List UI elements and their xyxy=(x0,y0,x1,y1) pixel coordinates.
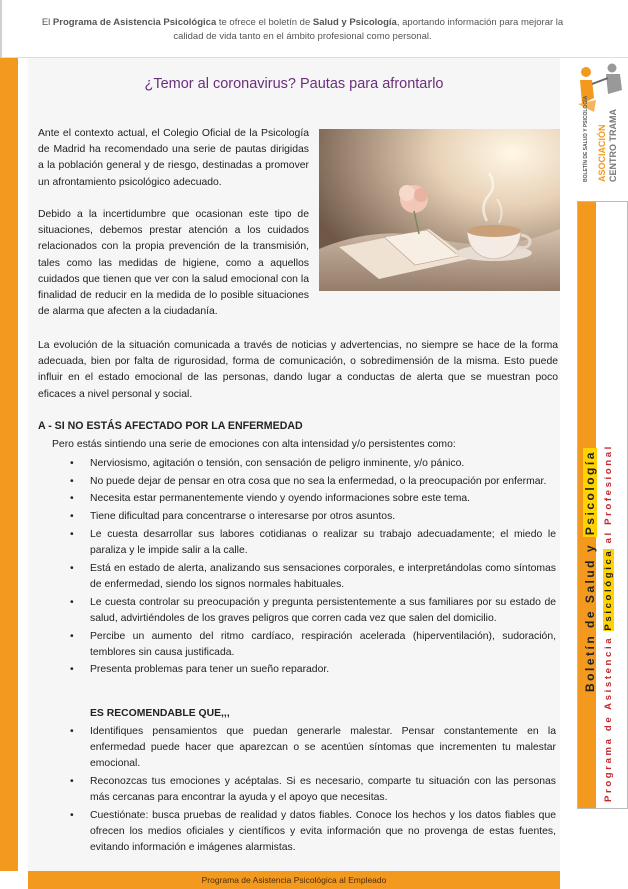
banner-edge xyxy=(0,0,2,58)
association-logo xyxy=(572,60,628,185)
list-item: • Presenta problemas para tener un sueño reparador. xyxy=(70,662,556,678)
logo-brand-top: ASOCIACIÓN xyxy=(597,124,607,182)
list-item: • Necesita estar permanentemente viendo y oyendo informaciones sobre este tema. xyxy=(70,491,556,507)
article-title: ¿Temor al coronavirus? Pautas para afrontarlo xyxy=(144,76,444,92)
side-bulletin-panel xyxy=(577,201,628,809)
bullet-icon: • xyxy=(70,664,74,676)
list-item: • Está en estado de alerta, analizando sus sensaciones corporales, e interpretándolas como síntomas de enfermedad, siendo los signos normales habituales. xyxy=(70,562,556,590)
bulletin-vertical-title: Boletín de Salud y Psicología xyxy=(583,450,597,692)
bullet-icon: • xyxy=(70,511,74,523)
list-item: • Tiene dificultad para concentrarse o interesarse por otros asuntos. xyxy=(70,509,556,525)
left-accent-bar xyxy=(0,58,18,871)
top-banner xyxy=(0,0,628,58)
list-item: • No puede dejar de pensar en otra cosa que no sea la enfermedad, o la preocupación por enfermar. xyxy=(70,474,556,490)
paragraph-intro: Ante el contexto actual, el Colegio Oficial de la Psicología de Madrid ha recomendado una serie de pautas dirigidas a la población general y de riesgo, destinadas a promover un afrontamiento psicológico adecuado. xyxy=(38,128,309,188)
list-item: • Le cuesta controlar su preocupación y pregunta persistentemente a sus familiares por su estado de salud, advirtiéndoles de los graves peligros que corren cada vez que salen del domicilio. xyxy=(70,596,556,624)
bullet-icon: • xyxy=(70,458,74,469)
recommendations-heading: ES RECOMENDABLE QUE,,, xyxy=(90,708,230,719)
footer-text: Programa de Asistencia Psicológica al Empleado xyxy=(201,875,387,885)
logo-side-text: BOLETÍN DE SALUD Y PSICOLOGÍA xyxy=(583,95,589,182)
bullet-icon: • xyxy=(70,776,74,788)
banner-text: El Programa de Asistencia Psicológica te ofrece el boletín de Salud y Psicología, aportando información para mejorar la calidad de vida tanto en el ámbito profesional como personal. xyxy=(41,17,564,42)
bullet-icon: • xyxy=(70,630,74,642)
tea-cup-illustration xyxy=(319,129,560,291)
bullet-icon: • xyxy=(70,726,74,737)
bullet-icon: • xyxy=(70,493,74,505)
section-a-heading: A - SI NO ESTÁS AFECTADO POR LA ENFERMEDAD xyxy=(38,420,303,432)
list-item: • Reconozcas tus emociones y acéptalas. Si es necesario, comparte tu situación con las personas más cercanas para encontrar la ayuda y el apoyo que necesitas. xyxy=(70,776,556,804)
list-item: • Identifiques pensamientos que puedan generarle malestar. Pensar constantemente en la enfermedad puede hacer que aparezcan o se acentúen síntomas que incrementen tu malestar emocional. xyxy=(70,726,556,770)
bullet-icon: • xyxy=(70,562,74,574)
paragraph-evolution: La evolución de la situación comunicada a través de noticias y advertencias, no siempre se hace de la forma adecuada, bien por falta de rigurosidad, forma de comunicación, o sobredimensión de la misma. Esto puede influir en el estado emocional de las personas, dando lugar a conductas de alerta que se muestran poco eficaces a nivel personal y social. xyxy=(38,340,558,400)
list-item: • Percibe un aumento del ritmo cardíaco, respiración acelerada (hiperventilación), sudoración, temblores sin causa justificada. xyxy=(70,630,556,658)
list-item: • Nerviosismo, agitación o tensión, con sensación de peligro inminente, y/o pánico. xyxy=(70,456,556,472)
footer-bar xyxy=(28,871,560,889)
program-name: Programa de Asistencia Psicológica xyxy=(52,17,217,28)
section-a-intro: Pero estás sintiendo una serie de emociones con alta intensidad y/o persistentes como: xyxy=(52,439,456,450)
list-item: • Cuestiónate: busca pruebas de realidad y datos fiables. Conoce los hechos y los datos fiables que ofrecen los medios oficiales y científicos y evita información que no provenga de estas fuentes, evitando información e imágenes alarmistas. xyxy=(70,810,556,854)
recommendations-list xyxy=(70,724,556,858)
bulletin-name: Salud y Psicología xyxy=(312,17,397,28)
bullet-icon: • xyxy=(70,528,74,540)
tea-cup-photo xyxy=(319,129,560,291)
bullet-icon: • xyxy=(70,810,74,822)
bullet-icon: • xyxy=(70,596,74,608)
symptoms-list xyxy=(70,456,556,680)
logo-brand-bottom: CENTRO TRAMA xyxy=(608,109,618,182)
bullet-icon: • xyxy=(70,475,74,487)
article-content xyxy=(28,58,560,871)
program-vertical-title: Programa de Asistencia Psicológica al Profesional xyxy=(603,444,614,802)
paragraph-uncertainty: Debido a la incertidumbre que ocasionan este tipo de situaciones, debemos prestar atención a los cuidados relacionados con la propia prevención de la transmisión, tales como las medidas de higiene, como a aquellos cuidados que tienen que ver con la salud emocional con la finalidad de reducir en la medida de lo posible situaciones de alarma que afecten a la ciudadanía. xyxy=(38,209,309,318)
list-item: • Le cuesta desarrollar sus labores cotidianas o realizar su trabajo adecuadamente; el miedo le paraliza y le impide salir a la calle. xyxy=(70,528,556,557)
